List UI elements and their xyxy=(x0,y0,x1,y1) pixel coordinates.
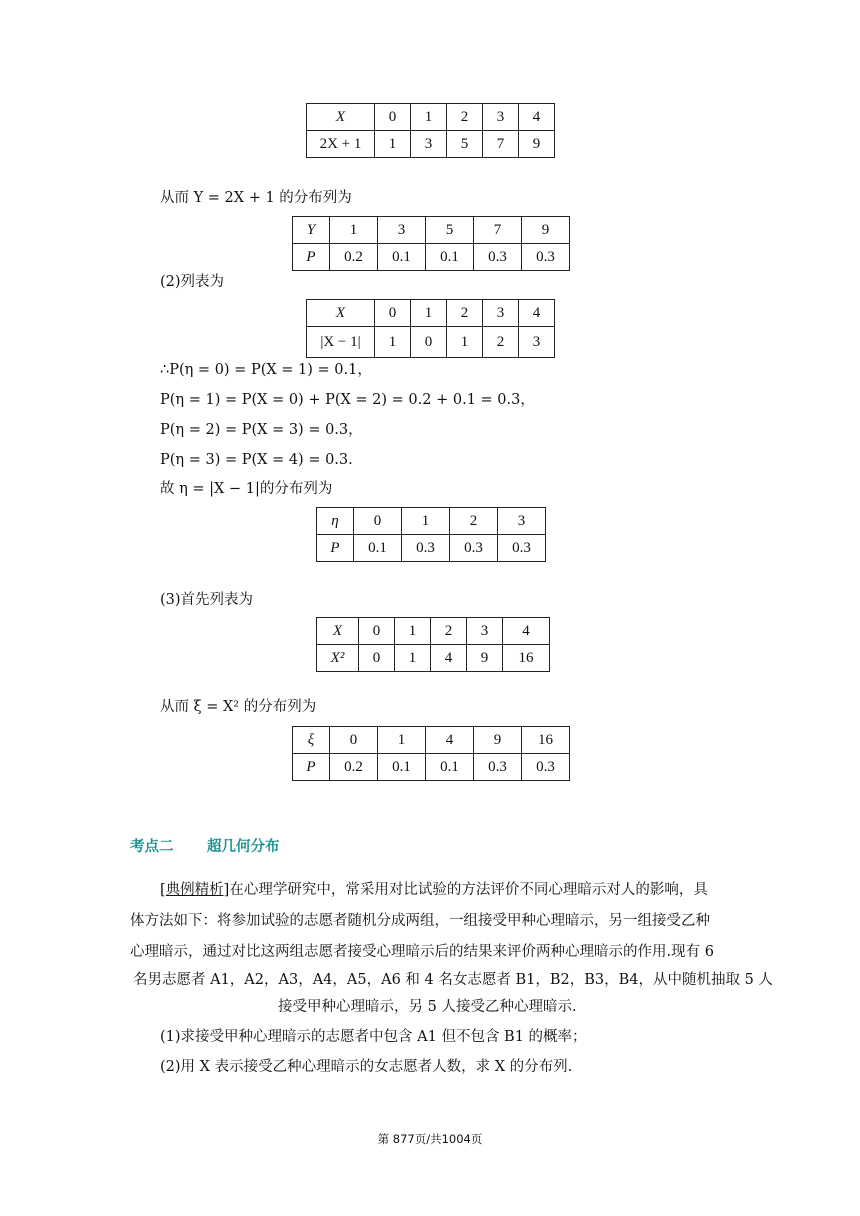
cell: |X − 1| xyxy=(307,327,375,358)
example-line-2: 体方法如下：将参加试验的志愿者随机分成两组，一组接受甲种心理暗示，另一组接受乙种 xyxy=(130,913,710,929)
cell: 3 xyxy=(498,508,546,535)
cell: 16 xyxy=(522,727,570,754)
example-line-3: 心理暗示，通过对比这两组志愿者接受心理暗示后的结果来评价两种心理暗示的作用.现有 6 xyxy=(130,944,714,960)
section-title: 超几何分布 xyxy=(207,839,280,855)
cell: 0.1 xyxy=(426,754,474,781)
cell: 1 xyxy=(375,327,411,358)
cell: ξ xyxy=(293,727,330,754)
table-row xyxy=(307,131,555,158)
cell: 3 xyxy=(411,131,447,158)
cell: 5 xyxy=(426,217,474,244)
cell: 1 xyxy=(395,618,431,645)
cell: 0 xyxy=(375,104,411,131)
cell: 1 xyxy=(411,104,447,131)
equation-line: ∴P(η = 0) = P(X = 1) = 0.1， xyxy=(160,362,372,378)
page-number: 第 877页/共1004页 xyxy=(377,1132,483,1146)
text-line: 故 η = |X − 1|的分布列为 xyxy=(160,481,333,497)
text-line: 从而 ξ = X² 的分布列为 xyxy=(160,699,317,715)
cell: 0 xyxy=(359,618,395,645)
cell: 0.3 xyxy=(522,754,570,781)
cell: 1 xyxy=(411,300,447,327)
cell: 2 xyxy=(431,618,467,645)
section-label: 考点二 xyxy=(130,839,174,855)
cell: 0.3 xyxy=(450,535,498,562)
cell: P xyxy=(293,754,330,781)
cell: 9 xyxy=(474,727,522,754)
text-line: (3)首先列表为 xyxy=(160,592,254,608)
table-eta-distribution xyxy=(316,507,546,562)
cell: 16 xyxy=(503,645,550,672)
cell: 3 xyxy=(483,104,519,131)
table-row xyxy=(317,618,550,645)
cell: 3 xyxy=(483,300,519,327)
example-line-5: 接受甲种心理暗示，另 5 人接受乙种心理暗示. xyxy=(278,999,577,1015)
cell: 0 xyxy=(375,300,411,327)
cell: η xyxy=(317,508,354,535)
example-line-1 xyxy=(160,880,708,900)
cell: 3 xyxy=(378,217,426,244)
table-row xyxy=(293,244,570,271)
cell: 0.1 xyxy=(426,244,474,271)
cell: 0.2 xyxy=(330,754,378,781)
cell: 1 xyxy=(378,727,426,754)
cell: X xyxy=(307,300,375,327)
cell: 0.3 xyxy=(402,535,450,562)
cell: 0.2 xyxy=(330,244,378,271)
example-line-4: 名男志愿者 A1，A2，A3，A4，A5，A6 和 4 名女志愿者 B1，B2，B3，B4，从中随机抽取 5 人 xyxy=(133,972,773,988)
table-row xyxy=(307,104,555,131)
equation-line: P(η = 1) = P(X = 0) + P(X = 2) = 0.2 + 0.1 = 0.3， xyxy=(160,392,535,408)
cell: 0.3 xyxy=(474,244,522,271)
cell: X² xyxy=(317,645,359,672)
cell: 1 xyxy=(402,508,450,535)
cell: 0.3 xyxy=(498,535,546,562)
cell: 7 xyxy=(474,217,522,244)
cell: 0 xyxy=(330,727,378,754)
cell: 3 xyxy=(467,618,503,645)
cell: 0 xyxy=(411,327,447,358)
question-2: (2)用 X 表示接受乙种心理暗示的女志愿者人数，求 X 的分布列. xyxy=(160,1059,573,1075)
table-row xyxy=(307,327,555,358)
cell: 0 xyxy=(359,645,395,672)
equation-line: P(η = 3) = P(X = 4) = 0.3. xyxy=(160,452,353,468)
table-xi-distribution xyxy=(292,726,570,781)
cell: P xyxy=(293,244,330,271)
cell: 5 xyxy=(447,131,483,158)
cell: 4 xyxy=(431,645,467,672)
table-row xyxy=(317,645,550,672)
cell: 0.1 xyxy=(378,754,426,781)
cell: 9 xyxy=(467,645,503,672)
table-row xyxy=(293,217,570,244)
cell: 4 xyxy=(426,727,474,754)
example-tag: [典例精析] xyxy=(160,882,230,898)
text-line: 从而 Y = 2X + 1 的分布列为 xyxy=(160,190,352,206)
cell: P xyxy=(317,535,354,562)
cell: 4 xyxy=(503,618,550,645)
cell: 2X + 1 xyxy=(307,131,375,158)
cell: 0.3 xyxy=(522,244,570,271)
cell: 0.3 xyxy=(474,754,522,781)
cell: 2 xyxy=(450,508,498,535)
cell: 2 xyxy=(483,327,519,358)
table-x-xsquared xyxy=(316,617,550,672)
equation-line: P(η = 2) = P(X = 3) = 0.3， xyxy=(160,422,363,438)
cell: 9 xyxy=(519,131,555,158)
table-row xyxy=(293,754,570,781)
cell: 0 xyxy=(354,508,402,535)
table-row xyxy=(317,535,546,562)
cell: 1 xyxy=(375,131,411,158)
table-x-absx1 xyxy=(306,299,555,358)
question-1: (1)求接受甲种心理暗示的志愿者中包含 A1 但不包含 B1 的概率； xyxy=(160,1029,587,1045)
table-row xyxy=(293,727,570,754)
text-line: (2)列表为 xyxy=(160,274,225,290)
table-row xyxy=(307,300,555,327)
cell: 2 xyxy=(447,300,483,327)
cell: Y xyxy=(293,217,330,244)
table-y-distribution xyxy=(292,216,570,271)
cell: 2 xyxy=(447,104,483,131)
cell: X xyxy=(317,618,359,645)
example-text: 在心理学研究中，常采用对比试验的方法评价不同心理暗示对人的影响，具 xyxy=(229,882,708,898)
cell: 9 xyxy=(522,217,570,244)
cell: 1 xyxy=(447,327,483,358)
cell: 0.1 xyxy=(354,535,402,562)
cell: 1 xyxy=(395,645,431,672)
cell: X xyxy=(307,104,375,131)
cell: 4 xyxy=(519,104,555,131)
cell: 0.1 xyxy=(378,244,426,271)
table-x-2x1 xyxy=(306,103,555,158)
cell: 7 xyxy=(483,131,519,158)
cell: 1 xyxy=(330,217,378,244)
cell: 4 xyxy=(519,300,555,327)
table-row xyxy=(317,508,546,535)
cell: 3 xyxy=(519,327,555,358)
